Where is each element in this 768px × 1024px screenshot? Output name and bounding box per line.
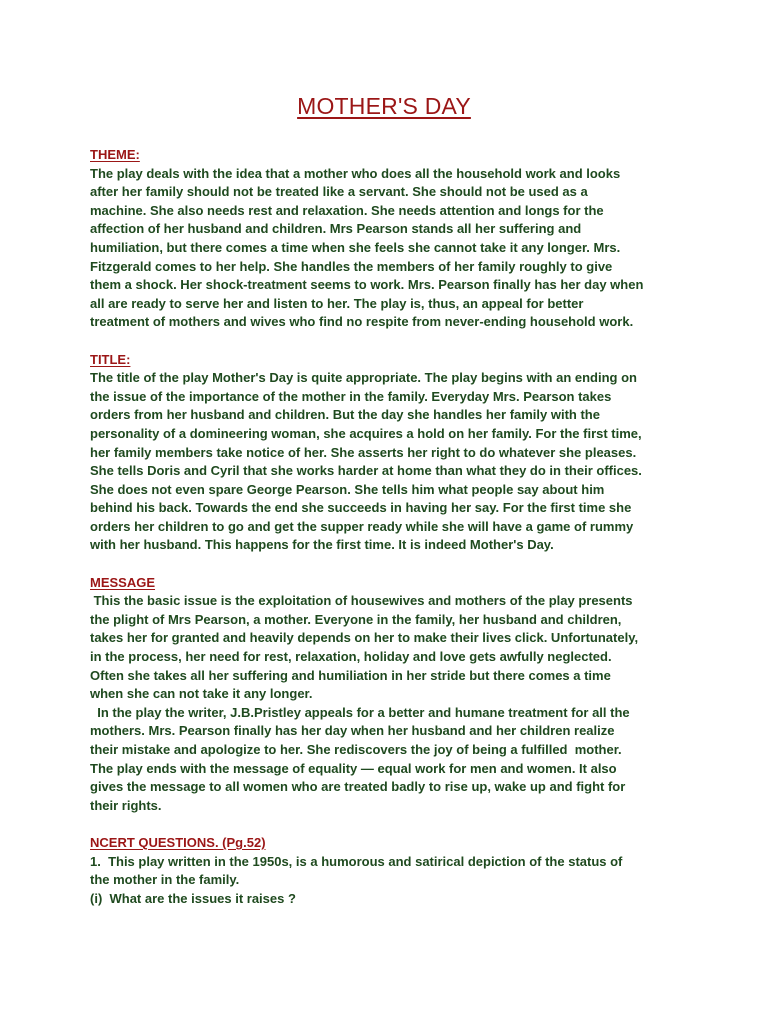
text-line: her family members take notice of her. She asserts her right to do whatever she pleases. — [90, 444, 637, 460]
text-line: This the basic issue is the exploitation of housewives and mothers of the play presents — [90, 593, 633, 609]
document-body — [90, 146, 690, 927]
text-line: She tells Doris and Cyril that she works harder at home than what they do in their offices. — [90, 463, 642, 479]
text-line: them a shock. Her shock-treatment seems to work. Mrs. Pearson finally has her day when — [90, 277, 644, 293]
section-message — [90, 574, 690, 816]
document-title: MOTHER'S DAY — [297, 93, 471, 119]
text-line: behind his back. Towards the end she succeeds in having her say. For the first time she — [90, 500, 632, 516]
text-line: The title of the play Mother's Day is quite appropriate. The play begins with an ending on — [90, 370, 637, 386]
section-heading-message: MESSAGE — [90, 574, 156, 590]
text-line: gives the message to all women who are treated badly to rise up, wake up and fight for — [90, 779, 626, 795]
section-heading-theme: THEME: — [90, 147, 140, 162]
text-line: when she can not take it any longer. — [90, 686, 313, 702]
text-line: the plight of Mrs Pearson, a mother. Everyone in the family, her husband and children, — [90, 611, 622, 627]
section-title — [90, 351, 690, 556]
text-line: The play ends with the message of equality — equal work for men and women. It also — [90, 760, 617, 776]
section-paragraph-theme — [90, 165, 690, 332]
text-line: orders from her husband and children. But the day she handles her family with the — [90, 407, 600, 423]
text-line: humiliation, but there comes a time when she feels she cannot take it any longer. Mrs. — [90, 239, 621, 255]
section-paragraph-title — [90, 369, 690, 555]
text-line: Fitzgerald comes to her help. She handles the members of her family roughly to give — [90, 258, 613, 274]
question-line: the mother in the family. — [90, 872, 240, 888]
text-line: Often she takes all her suffering and humiliation in her stride but there comes a time — [90, 667, 611, 683]
section-paragraph-ncert-questions — [90, 853, 690, 909]
question-line: 1. This play written in the 1950s, is a humorous and satirical depiction of the status of — [90, 853, 623, 869]
text-line: The play deals with the idea that a mother who does all the household work and looks — [90, 165, 621, 181]
text-line: their mistake and apologize to her. She rediscovers the joy of being a fulfilled mother. — [90, 742, 622, 757]
text-line: in the process, her need for rest, relaxation, holiday and love gets awfully neglected. — [90, 649, 612, 665]
text-line: She does not even spare George Pearson. She tells him what people say about him — [90, 481, 605, 497]
section-heading-title: TITLE: — [90, 351, 131, 367]
section-ncert-questions — [90, 834, 690, 908]
text-line: the issue of the importance of the mother in the family. Everyday Mrs. Pearson takes — [90, 388, 612, 404]
text-line: mothers. Mrs. Pearson finally has her day when her husband and her children realize — [90, 723, 615, 739]
text-line: all are ready to serve her and listen to her. The play is, thus, an appeal for better — [90, 295, 584, 311]
section-theme — [90, 146, 690, 332]
text-line: after her family should not be treated like a servant. She should not be used as a — [90, 184, 588, 200]
section-paragraph-message — [90, 592, 690, 815]
text-line: In the play the writer, J.B.Pristley appeals for a better and humane treatment for all the — [90, 704, 630, 720]
question-line: (i) What are the issues it raises ? — [90, 890, 296, 906]
text-line: orders her children to go and get the supper ready while she will have a game of rummy — [90, 518, 634, 534]
text-line: machine. She also needs rest and relaxation. She needs attention and longs for the — [90, 202, 604, 218]
text-line: their rights. — [90, 797, 162, 813]
text-line: personality of a domineering woman, she acquires a hold on her family. For the first time, — [90, 425, 642, 441]
text-line: takes her for granted and heavily depends on her to make their lives click. Unfortunately, — [90, 630, 639, 646]
text-line: affection of her husband and children. Mrs Pearson stands all her suffering and — [90, 221, 582, 237]
text-line: with her husband. This happens for the first time. It is indeed Mother's Day. — [90, 537, 554, 553]
section-heading-ncert-questions: NCERT QUESTIONS. (Pg.52) — [90, 834, 266, 850]
text-line: treatment of mothers and wives who find no respite from never-ending household work. — [90, 314, 634, 330]
